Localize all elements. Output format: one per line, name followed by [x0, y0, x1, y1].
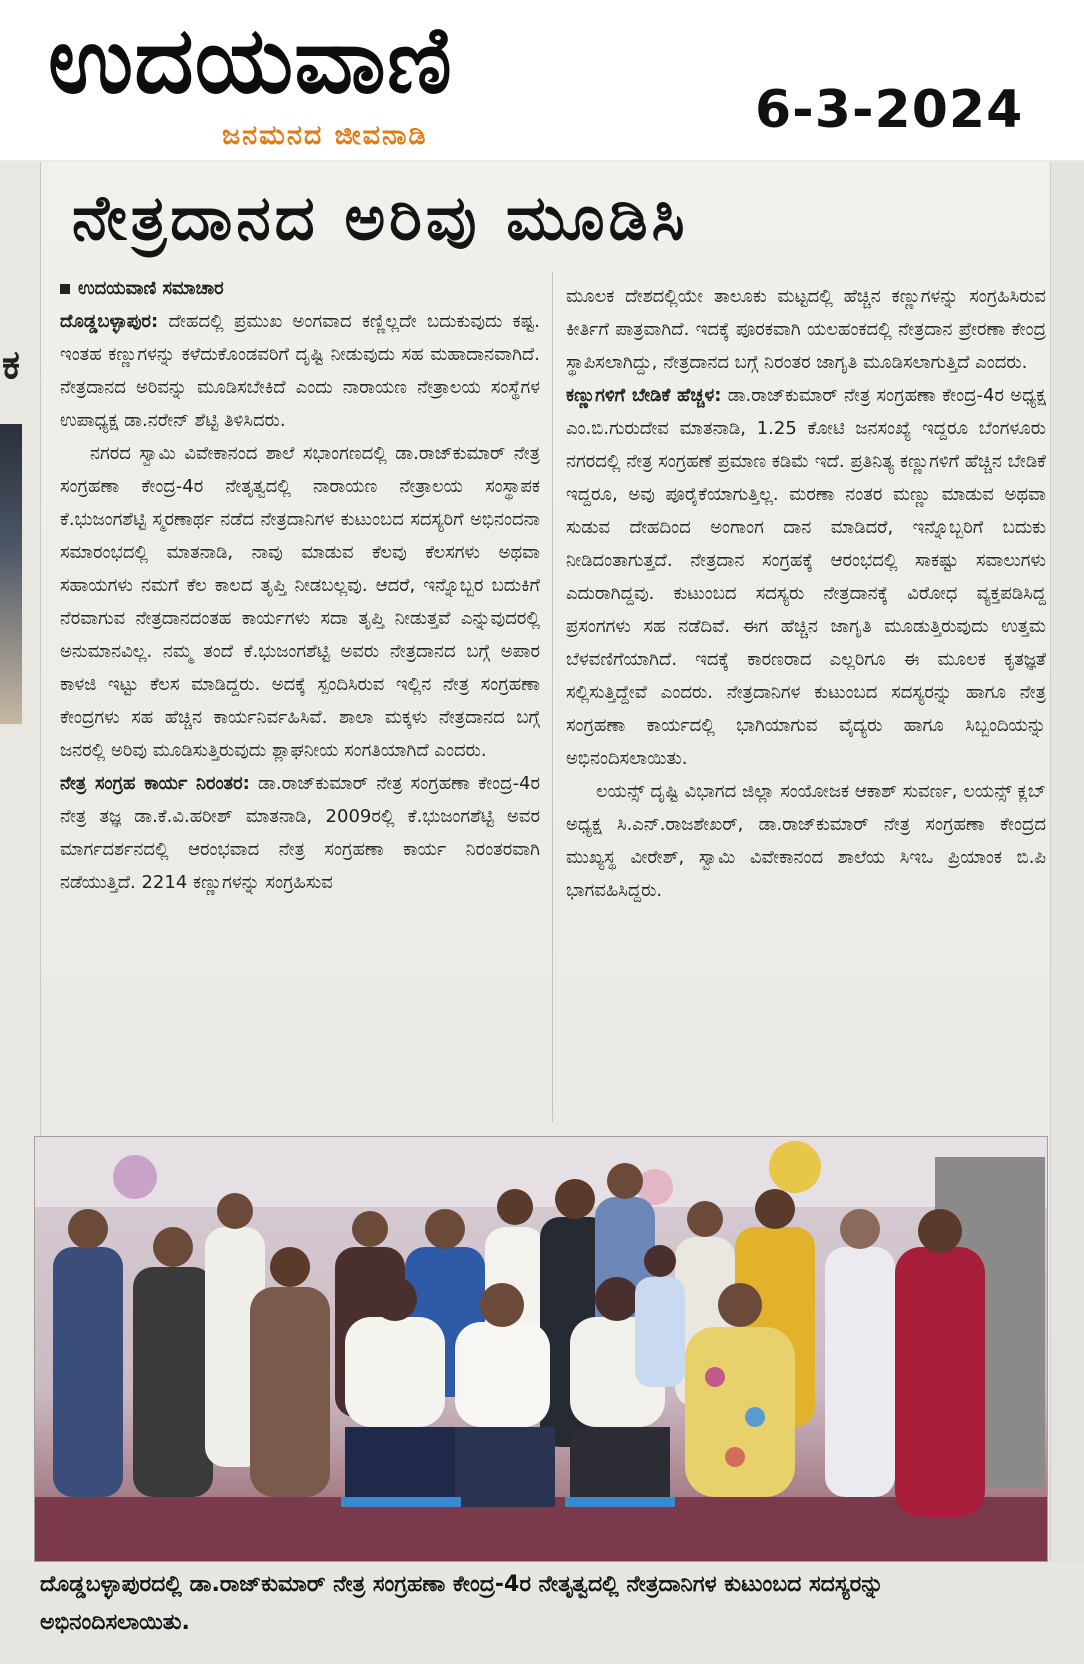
column-divider: [552, 272, 553, 1122]
paragraph-text: ಡಾ.ರಾಜ್‌ಕುಮಾರ್ ನೇತ್ರ ಸಂಗ್ರಹಣಾ ಕೇಂದ್ರ-4ರ ನೇತ್ರ ತಜ್ಞ ಡಾ.ಕೆ.ವಿ.ಹರೀಶ್ ಮಾತನಾಡಿ, 2009ರಲ್ಲಿ ಕೆ.ಭುಜಂಗಶೆಟ್ಟಿ ಅವರ ಮಾರ್ಗದರ್ಶನದಲ್ಲಿ ಆರಂಭವಾದ ನೇತ್ರ ಸಂಗ್ರಹಣಾ ಕಾರ್ಯ ನಿರಂತರವಾಗಿ ನಡೆಯುತ್ತಿದೆ. 2214 ಕಣ್ಣುಗಳನ್ನು ಸಂಗ್ರಹಿಸುವ: [60, 773, 541, 893]
dateline: ದೊಡ್ಡಬಳ್ಳಾಪುರ:: [60, 311, 159, 332]
paragraph: ನಗರದ ಸ್ವಾಮಿ ವಿವೇಕಾನಂದ ಶಾಲೆ ಸಭಾಂಗಣದಲ್ಲಿ ಡಾ.ರಾಜ್‌ಕುಮಾರ್ ನೇತ್ರ ಸಂಗ್ರಹಣಾ ಕೇಂದ್ರ-4ರ ನೇತೃತ್ವದಲ್ಲಿ ನಾರಾಯಣ ನೇತ್ರಾಲಯ ಸಂಸ್ಥಾಪಕ ಕೆ.ಭುಜಂಗಶೆಟ್ಟಿ ಸ್ಮರಣಾರ್ಥ ನಡೆದ ನೇತ್ರದಾನಿಗಳ ಕುಟುಂಬದ ಸದಸ್ಯರಿಗೆ ಅಭಿನಂದನಾ ಸಮಾರಂಭದಲ್ಲಿ ಮಾತನಾಡಿ, ನಾವು ಮಾಡುವ ಕೆಲವು ಕೆಲಸಗಳು ಅಥವಾ ಸಹಾಯಗಳು ನಮಗೆ ಕೆಲ ಕಾಲದ ತೃಪ್ತಿ ನೀಡಬಲ್ಲವು. ಆದರೆ, ಇನ್ನೊಬ್ಬರ ಬದುಕಿಗೆ ನೆರವಾಗುವ ನೇತ್ರದಾನದಂತಹ ಕಾರ್ಯಗಳು ಸದಾ ತೃಪ್ತಿ ನೀಡುತ್ತವೆ ಎನ್ನುವುದರಲ್ಲಿ ಅನುಮಾನವಿಲ್ಲ. ನಮ್ಮ ತಂದೆ ಕೆ.ಭುಜಂಗಶೆಟ್ಟಿ ಅವರು ನೇತ್ರದಾನದ ಬಗ್ಗೆ ಅಪಾರ ಕಾಳಜಿ ಇಟ್ಟು ಕೆಲಸ ಮಾಡಿದ್ದರು. ಅದಕ್ಕೆ ಸ್ಪಂದಿಸಿರುವ ಇಲ್ಲಿನ ನೇತ್ರ ಸಂಗ್ರಹಣಾ ಕೇಂದ್ರಗಳು ಸಹ ಹೆಚ್ಚಿನ ಕಾರ್ಯನಿರ್ವಹಿಸಿವೆ. ಶಾಲಾ ಮಕ್ಕಳು ನೇತ್ರದಾನದ ಬಗ್ಗೆ ಜನರಲ್ಲಿ ಅರಿವು ಮೂಡಿಸುತ್ತಿರುವುದು ಶ್ಲಾಘನೀಯ ಸಂಗತಿಯಾಗಿದೆ ಎಂದರು.: [60, 443, 540, 761]
byline-text: ಉದಯವಾಣಿ ಸಮಾಚಾರ: [78, 278, 224, 299]
newspaper-logo: ಉದಯವಾಣಿ: [48, 7, 453, 114]
paragraph: ಲಯನ್ಸ್ ದೃಷ್ಟಿ ವಿಭಾಗದ ಜಿಲ್ಲಾ ಸಂಯೋಜಕ ಆಕಾಶ್ ಸುವರ್ಣ, ಲಯನ್ಸ್ ಕ್ಲಬ್ ಅಧ್ಯಕ್ಷ ಸಿ.ಎನ್.ರಾಜಶೇಖರ್, ಡಾ.ರಾಜ್‌ಕುಮಾರ್ ನೇತ್ರ ಸಂಗ್ರಹಣಾ ಕೇಂದ್ರದ ಮುಖ್ಯಸ್ಥ ವೀರೇಶ್, ಸ್ವಾಮಿ ವಿವೇಕಾನಂದ ಶಾಲೆಯ ಸಿಇಒ ಪ್ರಿಯಾಂಕ ಬಿ.ಪಿ ಭಾಗವಹಿಸಿದ್ದರು.: [566, 781, 1046, 901]
newspaper-tagline: ಜನಮನದ ಜೀವನಾಡಿ: [222, 120, 428, 151]
clipping-date: 6-3-2024: [755, 80, 1024, 140]
paragraph: ಮೂಲಕ ದೇಶದಲ್ಲಿಯೇ ತಾಲೂಕು ಮಟ್ಟದಲ್ಲಿ ಹೆಚ್ಚಿನ ಕಣ್ಣುಗಳನ್ನು ಸಂಗ್ರಹಿಸಿರುವ ಕೀರ್ತಿಗೆ ಪಾತ್ರವಾಗಿದೆ. ಇದಕ್ಕೆ ಪೂರಕವಾಗಿ ಯಲಹಂಕದಲ್ಲಿ ನೇತ್ರದಾನ ಪ್ರೇರಣಾ ಕೇಂದ್ರ ಸ್ಥಾಪಿಸಲಾಗಿದ್ದು, ನೇತ್ರದಾನದ ಬಗ್ಗೆ ನಿರಂತರ ಜಾಗೃತಿ ಮೂಡಿಸಲಾಗುತ್ತಿದೆ ಎಂದರು.: [566, 286, 1046, 373]
adjacent-column-edge: [1050, 162, 1084, 1562]
article-column-right: [566, 280, 1046, 907]
paragraph-text: ದೇಹದಲ್ಲಿ ಪ್ರಮುಖ ಅಂಗವಾದ ಕಣ್ಣಿಲ್ಲದೇ ಬದುಕುವುದು ಕಷ್ಟ. ಇಂತಹ ಕಣ್ಣುಗಳನ್ನು ಕಳೆದುಕೊಂಡವರಿಗೆ ದೃಷ್ಟಿ ನೀಡುವುದು ಸಹ ಮಹಾದಾನವಾಗಿದೆ. ನೇತ್ರದಾನದ ಅರಿವನ್ನು ಮೂಡಿಸಬೇಕಿದೆ ಎಂದು ನಾರಾಯಣ ನೇತ್ರಾಲಯ ಸಂಸ್ಥೆಗಳ ಉಪಾಧ್ಯಕ್ಷ ಡಾ.ನರೇನ್ ಶೆಟ್ಟಿ ತಿಳಿಸಿದರು.: [60, 311, 540, 431]
subheading: ನೇತ್ರ ಸಂಗ್ರಹ ಕಾರ್ಯ ನಿರಂತರ:: [60, 773, 250, 794]
event-group-photo: [34, 1136, 1048, 1562]
byline: [60, 272, 540, 305]
subheading: ಕಣ್ಣುಗಳಿಗೆ ಬೇಡಿಕೆ ಹೆಚ್ಚಳ:: [566, 385, 722, 406]
paragraph: [60, 767, 540, 899]
adjacent-headline-fragment: ಕ: [2, 342, 20, 388]
byline-bullet-icon: [60, 284, 70, 294]
article-column-left: [60, 272, 540, 899]
article-headline: ನೇತ್ರದಾನದ ಅರಿವು ಮೂಡಿಸಿ: [72, 181, 689, 254]
paragraph-text: ಡಾ.ರಾಜ್‌ಕುಮಾರ್ ನೇತ್ರ ಸಂಗ್ರಹಣಾ ಕೇಂದ್ರ-4ರ ಅಧ್ಯಕ್ಷ ಎಂ.ಬಿ.ಗುರುದೇವ ಮಾತನಾಡಿ, 1.25 ಕೋಟಿ ಜನಸಂಖ್ಯೆ ಇದ್ದರೂ ಬೆಂಗಳೂರು ನಗರದಲ್ಲಿ ನೇತ್ರ ಸಂಗ್ರಹಣೆ ಪ್ರಮಾಣ ಕಡಿಮೆ ಇದೆ. ಪ್ರತಿನಿತ್ಯ ಕಣ್ಣುಗಳಿಗೆ ಹೆಚ್ಚಿನ ಬೇಡಿಕೆ ಇದ್ದರೂ, ಅವು ಪೂರೈಕೆಯಾಗುತ್ತಿಲ್ಲ. ಮರಣಾ ನಂತರ ಮಣ್ಣು ಮಾಡುವ ಅಥವಾ ಸುಡುವ ದೇಹದಿಂದ ಅಂಗಾಂಗ ದಾನ ಮಾಡಿದರೆ, ಇನ್ನೊಬ್ಬರಿಗೆ ಬದುಕು ನೀಡಿದಂತಾಗುತ್ತದೆ. ನೇತ್ರದಾನ ಸಂಗ್ರಹಕ್ಕೆ ಆರಂಭದಲ್ಲಿ ಸಾಕಷ್ಟು ಸವಾಲುಗಳು ಎದುರಾಗಿದ್ದವು. ಕುಟುಂಬದ ಸದಸ್ಯರು ನೇತ್ರದಾನಕ್ಕೆ ವಿರೋಧ ವ್ಯಕ್ತಪಡಿಸಿದ್ದ ಪ್ರಸಂಗಗಳು ಸಹ ನಡೆದಿವೆ. ಈಗ ಹೆಚ್ಚಿನ ಜಾಗೃತಿ ಮೂಡುತ್ತಿರುವುದು ಉತ್ತಮ ಬೆಳವಣಿಗೆಯಾಗಿದೆ. ಇದಕ್ಕೆ ಕಾರಣರಾದ ಎಲ್ಲರಿಗೂ ಈ ಮೂಲಕ ಕೃತಜ್ಞತೆ ಸಲ್ಲಿಸುತ್ತಿದ್ದೇವೆ ಎಂದರು. ನೇತ್ರದಾನಿಗಳ ಕುಟುಂಬದ ಸದಸ್ಯರನ್ನು ಹಾಗೂ ನೇತ್ರ ಸಂಗ್ರಹಣಾ ಕಾರ್ಯದಲ್ಲಿ ಭಾಗಿಯಾಗುವ ವೈದ್ಯರು ಹಾಗೂ ಸಿಬ್ಬಂದಿಯನ್ನು ಅಭಿನಂದಿಸಲಾಯಿತು.: [566, 385, 1046, 769]
adjacent-photo-fragment: [0, 424, 22, 724]
photo-caption: ದೊಡ್ಡಬಳ್ಳಾಪುರದಲ್ಲಿ ಡಾ.ರಾಜ್‌ಕುಮಾರ್ ನೇತ್ರ ಸಂಗ್ರಹಣಾ ಕೇಂದ್ರ-4ರ ನೇತೃತ್ವದಲ್ಲಿ ನೇತ್ರದಾನಿಗಳ ಕುಟುಂಬದ ಸದಸ್ಯರನ್ನು ಅಭಿನಂದಿಸಲಾಯಿತು.: [40, 1572, 884, 1635]
masthead: [0, 0, 1084, 160]
paragraph: [60, 305, 540, 437]
paragraph: [566, 379, 1046, 775]
group-photo-illustration: [35, 1137, 1047, 1561]
